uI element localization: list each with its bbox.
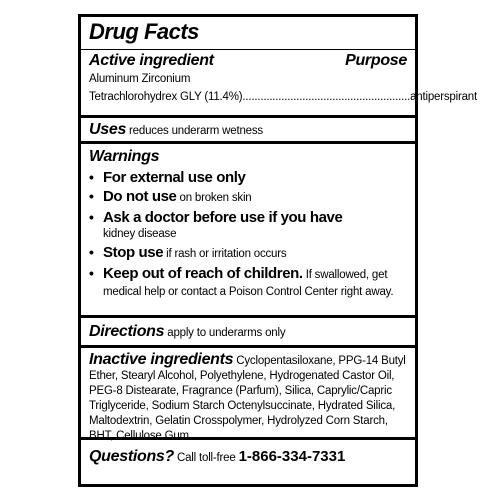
warnings-section — [81, 141, 415, 315]
bullet-icon: • — [89, 244, 94, 260]
directions-text: apply to underarms only — [164, 327, 286, 339]
warning-item — [89, 169, 407, 186]
ask-doctor-continuation: kidney disease — [103, 228, 177, 240]
active-ingredient-section — [81, 49, 477, 115]
inactive-ingredients-heading: Inactive ingredients — [89, 351, 234, 368]
phone-number: 1-866-334-7331 — [238, 448, 346, 465]
warning-text: if rash or irritation occurs — [163, 248, 287, 260]
bullet-icon: • — [89, 169, 94, 185]
active-ingredient-line1: Aluminum Zirconium — [89, 73, 191, 85]
warning-item — [89, 265, 407, 284]
active-ingredient-name: Tetrachlorohydrex GLY (11.4%) — [89, 91, 243, 103]
warnings-heading: Warnings — [89, 148, 160, 165]
active-ingredient-line2 — [89, 90, 477, 104]
warning-text: If swallowed, get — [302, 269, 388, 281]
bullet-icon: • — [89, 265, 94, 281]
purpose-heading: Purpose — [345, 52, 407, 69]
warning-item — [89, 244, 407, 263]
inactive-ingredients-section — [81, 345, 415, 442]
warning-strong: Stop use — [103, 244, 164, 261]
purpose-value: antiperspirant — [410, 91, 477, 103]
warning-item — [89, 188, 407, 207]
warning-strong: For external use only — [103, 169, 246, 186]
warning-strong: Keep out of reach of children. — [103, 265, 303, 282]
directions-heading: Directions — [89, 323, 165, 340]
bullet-icon: • — [89, 209, 94, 225]
uses-heading: Uses — [89, 121, 127, 138]
uses-text: reduces underarm wetness — [126, 125, 263, 137]
active-ingredient-header — [89, 52, 407, 70]
keep-out-continuation: medical help or contact a Poison Control Center right away. — [103, 286, 394, 298]
warning-strong: Do not use — [103, 188, 177, 205]
title-section — [81, 17, 415, 49]
directions-section — [81, 315, 415, 345]
dot-leader: ........................................................ — [242, 91, 411, 103]
warning-strong: Ask a doctor before use if you have — [103, 209, 343, 226]
active-ingredient-heading: Active ingredient — [89, 52, 214, 69]
uses-section — [81, 115, 415, 141]
questions-text: Call toll-free — [174, 452, 239, 464]
page-title: Drug Facts — [89, 19, 199, 44]
inactive-ingredients-text: Cyclopentasiloxane, PPG-14 Butyl Ether, Stearyl Alcohol, Polyethylene, Hydrogenated Castor Oil, PEG-8 Distearate, Fragrance (Parfum), Silica, Caprylic/Capric Triglyceride, Sodium Starch Octenylsuccinate, Hydrated Silica, Maltodextrin, Gelatin Crosspolymer, Hydrolyzed Corn Starch, BHT, Cellulose Gum. — [89, 355, 406, 442]
warning-item — [89, 209, 407, 226]
questions-heading: Questions? — [89, 448, 175, 465]
drug-facts-panel — [78, 14, 477, 487]
warning-text: on broken skin — [176, 192, 252, 204]
questions-section — [81, 437, 415, 477]
bullet-icon: • — [89, 188, 94, 204]
